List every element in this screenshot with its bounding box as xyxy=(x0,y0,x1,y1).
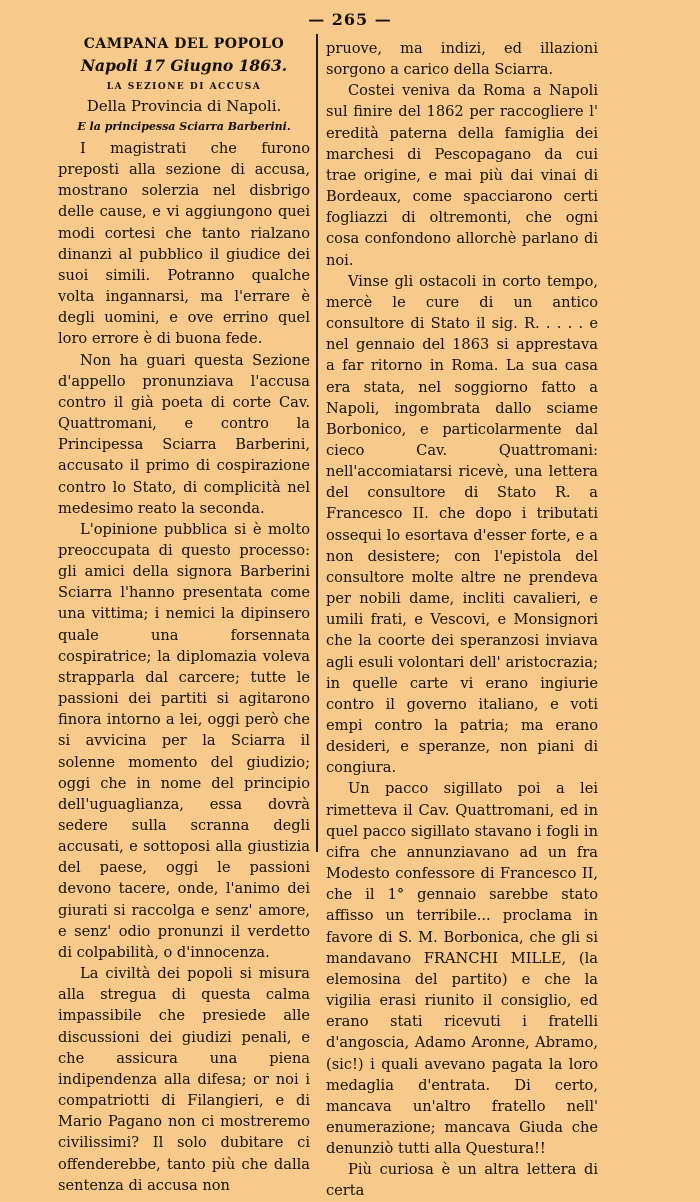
paragraph: Vinse gli ostacoli in corto tempo, mercè le cure di un antico consultore di Stato il sig. R. . . . . e nel gennaio del 1863 si apprestava a far ritorno in Roma. La sua casa era stata, nel soggiorno fatto a Napoli, ingombrata dallo sciame Borbonico, e particolarmente dal cieco Cav. Quattromani: nell'accomiatarsi ricevè, una lettera del consultore di Stato R. a Francesco II. che dopo i tributati ossequi lo esortava d'esser forte, e a non desistere; con l'epistola del consultore molte altre ne prendeva per nobili dame, incliti cavalieri, e umili frati, e Vescovi, e Monsignori che la coorte dei speranzosi inviava agli esuli volontari dell' aristocrazia; in quelle carte vi erano ingiurie contro il governo italiano, e voti empi contro la patria; ma erano desideri, e speranze, non piani di congiura. xyxy=(326,272,598,777)
article-subsubtitle: E la principessa Sciarra Barberini. xyxy=(77,120,291,133)
paragraph: Un pacco sigillato poi a lei rimetteva il Cav. Quattromani, ed in quel pacco sigillato stavano i fogli in cifra che annunziavano ad un fra Modesto confessore di Francesco II, che il 1° gennaio sarebbe stato affisso un terribile... proclama in favore di S. M. Borbonica, che gli si mandavano FRANCHI MILLE, (la elemosina del partito) e che la vigilia erasi riunito il consiglio, ed erano stati ricevuti i fratelli d'angoscia, Adamo Aronne, Abramo, (sic!) i quali avevano pagata la loro medaglia d'entrata. Di certo, mancava un'altro fratello nell' enumerazione; mancava Giuda che denunziò tutti alla Questura!! xyxy=(326,780,598,1158)
paragraph: I magistrati che furono preposti alla sezione di accusa, mostrano solerzia nel disbrigo delle cause, e vi aggiungono quei modi cortesi che tanto rialzano dinanzi al pubblico il giudice dei suoi simili. Potranno qualche volta ingannarsi, ma l'errare è degli uomini, e ove errino quel loro errore è di buona fede. xyxy=(58,140,310,348)
paragraph: Non ha guari questa Sezione d'appello pronunziava l'accusa contro il già poeta di corte Cav. Quattromani, e contro la Principessa Sciarra Barberini, accusato il primo di cospirazione contro lo Stato, di complicità nel medesimo reato la seconda. xyxy=(58,351,310,517)
right-column xyxy=(326,38,598,1202)
paragraph: La civiltà dei popoli si misura alla stregua di questa calma impassibile che presiede alle discussioni dei giudizi penali, e che assicura una piena indipendenza alla difesa; or noi i compatriotti di Filangieri, e di Mario Pagano non ci mostreremo civilissimi? Il solo dubitare ci offenderebbe, tanto più che dalla sentenza di accusa non xyxy=(58,965,310,1194)
article-subtitle: Della Provincia di Napoli. xyxy=(86,97,282,115)
page-number: — 265 — xyxy=(308,10,392,29)
paragraph: L'opinione pubblica si è molto preoccupata di questo processo: gli amici della signora Barberini Sciarra l'hanno presentata come una vittima; i nemici la dipinsero quale una forsennata cospiratrice; la diplomazia voleva strapparla dal carcere; tutte le passioni dei partiti si agitarono finora intorno a lei, oggi però che si avvicina per la Sciarra il solenne momento del giudizio; oggi che in nome del principio dell'uguaglianza, essa dovrà sedere sulla scranna degli accusati, e sottoposi alla giustizia del paese, oggi le passioni devono tacere, onde, l'animo dei giurati si raccolga e senz' amore, e senz' odio pronunzi il verdetto di colpabilità, o d'innocenza. xyxy=(58,520,310,961)
paragraph: Costei veniva da Roma a Napoli sul finire del 1862 per raccogliere l' eredità paterna della famiglia dei marchesi di Pescopagano da cui trae origine, e mai più dai vinai di Bordeaux, come spacciarono certi fogliazzi di oltremonti, che ogni cosa confondono allorchè parlano di noi. xyxy=(326,82,598,269)
paragraph: pruove, ma indizi, ed illazioni sorgono a carico della Sciarra. xyxy=(326,40,598,79)
left-column xyxy=(58,34,310,1196)
dateline: Napoli 17 Giugno 1863. xyxy=(80,56,288,75)
column-divider xyxy=(316,34,318,852)
newspaper-masthead: CAMPANA DEL POPOLO xyxy=(83,36,285,52)
section-title: LA SEZIONE DI ACCUSA xyxy=(106,82,262,92)
paragraph: Più curiosa è un altra lettera di certa xyxy=(326,1161,598,1200)
